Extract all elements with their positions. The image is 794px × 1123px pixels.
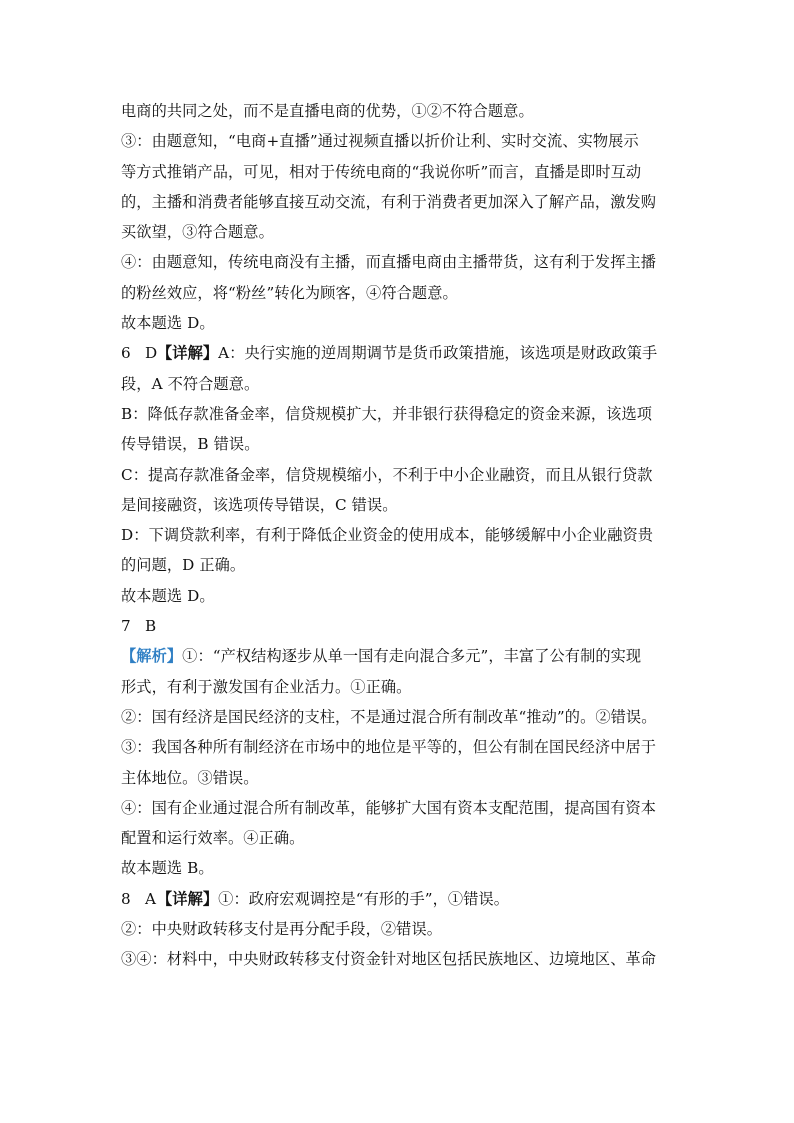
text-line: 段，A 不符合题意。 <box>121 374 260 393</box>
question-7 <box>121 611 676 884</box>
question-8 <box>121 884 676 975</box>
text-line: 配置和运行效率。④正确。 <box>121 829 305 848</box>
text-line: ③：我国各种所有制经济在市场中的地位是平等的，但公有制在国民经济中居于 <box>121 738 657 757</box>
text-line: 等方式推销产品，可见，相对于传统电商的“我说你听”而言，直播是即时互动 <box>121 162 642 181</box>
answer-letter: B <box>145 617 157 636</box>
document-page <box>121 96 676 975</box>
question-8-header <box>121 884 676 914</box>
text-line: ④：国有企业通过混合所有制改革，能够扩大国有资本支配范围，提高国有资本 <box>121 798 657 817</box>
text-line: 传导错误，B 错误。 <box>121 435 260 454</box>
text-line: ③④：材料中，中央财政转移支付资金针对地区包括民族地区、边境地区、革命 <box>121 950 657 969</box>
text-line: 电商的共同之处，而不是直播电商的优势，①②不符合题意。 <box>121 102 534 120</box>
question-number: 7 <box>121 617 131 636</box>
answer-letter: A <box>145 889 157 908</box>
text-line: ③：由题意知，“电商+直播”通过视频直播以折价让利、实时交流、实物展示 <box>121 132 639 151</box>
q5-continuation <box>121 96 676 338</box>
question-7-header <box>121 611 676 641</box>
explanation-tag: 【详解】 <box>157 344 219 363</box>
analysis-tag: 【解析】 <box>121 647 183 666</box>
text-line: 故本题选 B。 <box>121 859 214 878</box>
answer-letter: D <box>145 344 158 363</box>
text-line: ②：中央财政转移支付是再分配手段，②错误。 <box>121 920 443 939</box>
text-line: 主体地位。③错误。 <box>121 768 259 787</box>
text-line: ①：“产权结构逐步从单一国有走向混合多元”，丰富了公有制的实现 <box>182 647 642 666</box>
question-number: 8 <box>121 889 131 908</box>
question-number: 6 <box>121 344 131 363</box>
text-line: 的粉丝效应，将“粉丝”转化为顾客，④符合题意。 <box>121 283 458 302</box>
text-line: 故本题选 D。 <box>121 586 215 605</box>
text-line: 是间接融资，该选项传导错误，C 错误。 <box>121 495 398 514</box>
text-line: ②：国有经济是国民经济的支柱，不是通过混合所有制改革“推动”的。②错误。 <box>121 707 657 726</box>
explanation-tag: 【详解】 <box>157 889 219 908</box>
text-line: 形式，有利于激发国有企业活力。①正确。 <box>121 677 412 696</box>
question-6 <box>121 338 676 611</box>
text-line: 故本题选 D。 <box>121 314 215 333</box>
text-line: C：提高存款准备金率，信贷规模缩小，不利于中小企业融资，而且从银行贷款 <box>121 465 653 484</box>
text-line: 买欲望，③符合题意。 <box>121 223 274 242</box>
question-6-header <box>121 338 676 368</box>
text-line: 的问题，D 正确。 <box>121 556 246 575</box>
question-7-analysis-line <box>121 641 676 671</box>
text-line: B：降低存款准备金率，信贷规模扩大，并非银行获得稳定的资金来源，该选项 <box>121 404 653 423</box>
text-line: A：央行实施的逆周期调节是货币政策措施，该选项是财政政策手 <box>218 344 658 363</box>
text-line: 的，主播和消费者能够直接互动交流，有利于消费者更加深入了解产品，激发购 <box>121 192 657 211</box>
text-line: ④：由题意知，传统电商没有主播，而直播电商由主播带货，这有利于发挥主播 <box>121 253 657 272</box>
text-line: D：下调贷款利率，有利于降低企业资金的使用成本，能够缓解中小企业融资贵 <box>121 526 654 545</box>
text-line: ①：政府宏观调控是“有形的手”，①错误。 <box>218 889 510 908</box>
